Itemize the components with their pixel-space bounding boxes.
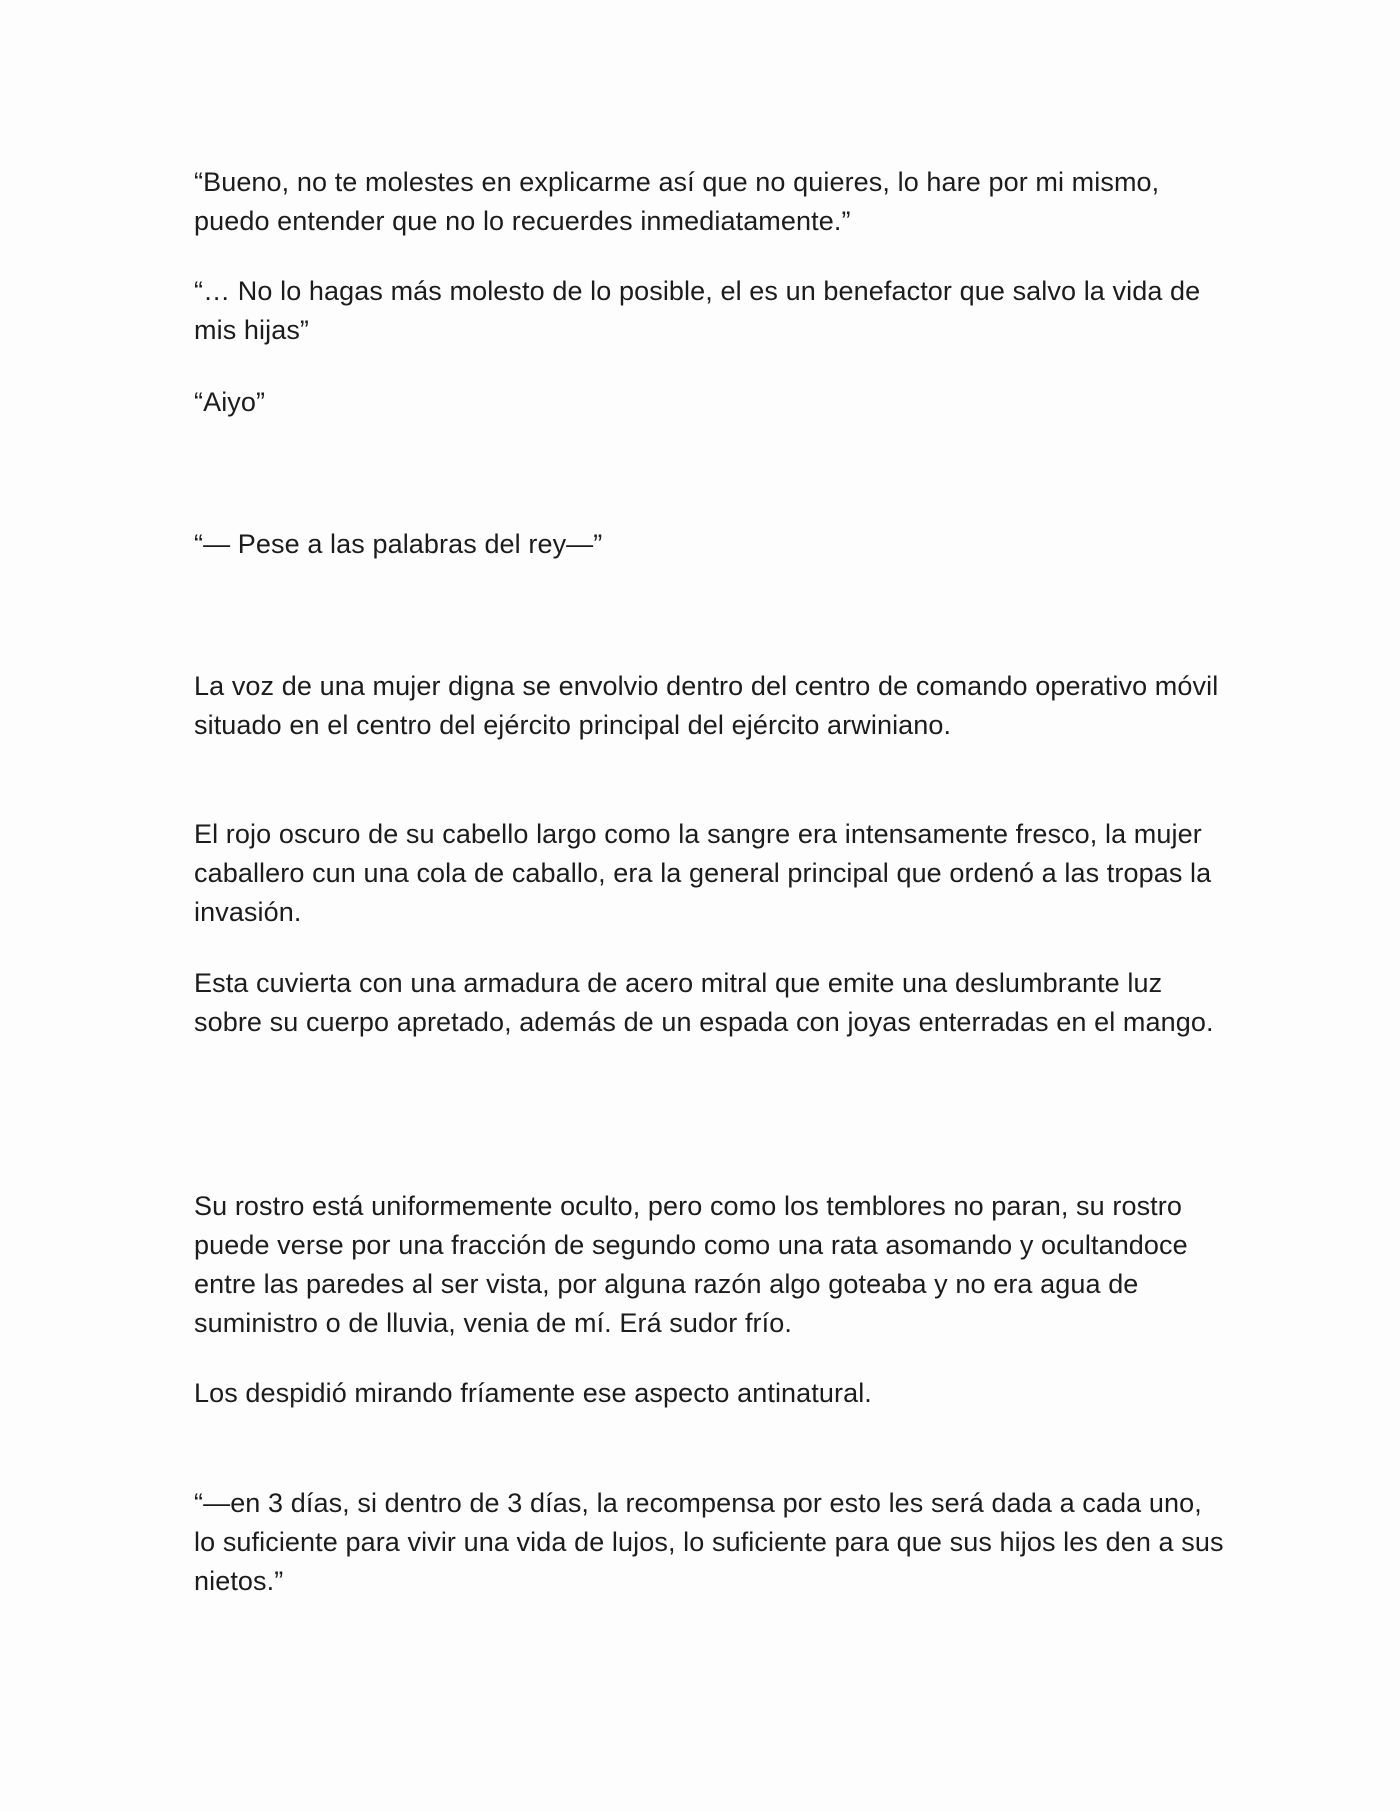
paragraph-7: Esta cuvierta con una armadura de acero mitral que emite una deslumbrante luz sobre su cuerpo apretado, además de un espada con joyas enterradas en el mango. [194, 968, 1214, 1037]
paragraph-5: La voz de una mujer digna se envolvio dentro del centro de comando operativo móvil situado en el centro del ejército principal del ejército arwiniano. [194, 671, 1219, 740]
paragraph-2: “… No lo hagas más molesto de lo posible, el es un benefactor que salvo la vida de mis hijas” [194, 276, 1201, 345]
paragraph-1: “Bueno, no te molestes en explicarme así que no quieres, lo hare por mi mismo, puedo entender que no lo recuerdes inmediatamente.” [194, 167, 1160, 236]
paragraph-10: “—en 3 días, si dentro de 3 días, la recompensa por esto les será dada a cada uno, lo suficiente para vivir una vida de lujos, lo suficiente para que sus hijos les den a sus nietos.” [194, 1488, 1224, 1596]
paragraph-8: Su rostro está uniformemente oculto, pero como los temblores no paran, su rostro puede verse por una fracción de segundo como una rata asomando y ocultandoce entre las paredes al ser vista, por alguna razón algo goteaba y no era agua de suministro o de lluvia, venia de mí. Erá sudor frío. [194, 1191, 1188, 1338]
paragraph-4: “— Pese a las palabras del rey—” [194, 529, 603, 559]
paragraph-9: Los despidió mirando fríamente ese aspecto antinatural. [194, 1378, 872, 1408]
paragraph-6: El rojo oscuro de su cabello largo como la sangre era intensamente fresco, la mujer caballero cun una cola de caballo, era la general principal que ordenó a las tropas la invasión. [194, 819, 1212, 927]
paragraph-3: “Aiyo” [194, 387, 266, 417]
